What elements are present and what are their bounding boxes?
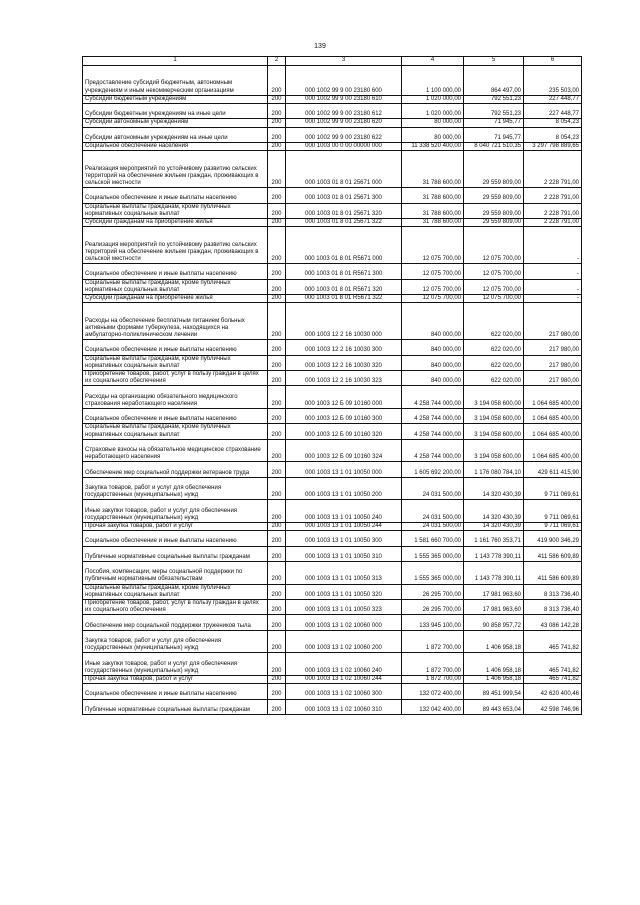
table-row [83,127,582,142]
row-code-cell: 000 1003 13 1 02 10060 200 [286,630,402,653]
row-name-cell: Приобретение товаров, работ, услуг в пользу граждан в целях их социального обеспечения [83,599,268,614]
row-remaining-cell: 42 620 400,46 [524,684,582,699]
row-remaining-cell: 429 611 415,90 [524,462,582,477]
row-executed-cell: 1 406 958,18 [464,653,524,676]
row-approved-cell: 4 258 744 000,00 [402,386,464,409]
row-executed-cell: 89 443 653,04 [464,699,524,714]
row-name-cell: Закупка товаров, работ и услуг для обеспечения государственных (муниципальных) нужд [83,477,268,500]
row-remaining-cell: 3 297 798 889,65 [524,142,582,150]
row-remaining-cell: 43 086 142,28 [524,615,582,630]
row-executed-cell: 1 161 760 353,71 [464,531,524,546]
column-header: 3 [286,57,402,66]
row-column2-cell: 200 [268,370,286,385]
row-name-cell: Публичные нормативные социальные выплаты гражданам [83,546,268,561]
row-executed-cell: 864 497,00 [464,66,524,96]
column-header: 5 [464,57,524,66]
row-approved-cell: 12 075 700,00 [402,264,464,279]
row-code-cell: 000 1003 12 Б 09 10160 324 [286,439,402,462]
row-column2-cell: 200 [268,218,286,226]
row-executed-cell: 3 194 058 600,00 [464,386,524,409]
column-header: 4 [402,57,464,66]
row-remaining-cell: 465 741,82 [524,675,582,683]
row-name-cell: Социальные выплаты гражданам, кроме публичных нормативных социальных выплат [83,424,268,439]
row-remaining-cell: - [524,227,582,264]
row-remaining-cell: 411 586 609,89 [524,561,582,584]
row-remaining-cell: 1 064 685 400,00 [524,439,582,462]
row-code-cell: 000 1003 13 1 02 10060 310 [286,699,402,714]
row-executed-cell: 29 559 809,00 [464,203,524,218]
row-approved-cell: 1 020 000,00 [402,95,464,103]
row-code-cell: 000 1003 13 1 01 10050 300 [286,531,402,546]
row-name-cell: Социальные выплаты гражданам, кроме публичных нормативных социальных выплат [83,355,268,370]
table-row [83,462,582,477]
row-name-cell: Реализация мероприятий по устойчивому развитию сельских территорий на обеспечение жильем граждан, проживающих в сельской местности [83,151,268,188]
row-remaining-cell: 8 313 736,40 [524,584,582,599]
table-row [83,699,582,714]
budget-execution-table [82,56,582,715]
row-column2-cell: 200 [268,142,286,150]
row-executed-cell: 622 020,00 [464,370,524,385]
row-approved-cell: 840 000,00 [402,340,464,355]
row-column2-cell: 200 [268,546,286,561]
table-row [83,119,582,127]
row-code-cell: 000 1003 13 1 02 10060 240 [286,653,402,676]
row-column2-cell: 200 [268,203,286,218]
row-code-cell: 000 1003 01 8 01 25671 320 [286,203,402,218]
row-remaining-cell: 227 448,77 [524,95,582,103]
row-remaining-cell: 419 900 346,29 [524,531,582,546]
table-row [83,522,582,530]
row-approved-cell: 80 000,00 [402,127,464,142]
row-approved-cell: 1 872 700,00 [402,653,464,676]
row-approved-cell: 132 042 400,00 [402,699,464,714]
row-executed-cell: 17 981 963,60 [464,584,524,599]
row-name-cell: Субсидии автономным учреждениям на иные цели [83,127,268,142]
row-remaining-cell: 2 228 791,00 [524,151,582,188]
column-number-row [83,57,582,66]
row-remaining-cell: 465 741,82 [524,653,582,676]
row-name-cell: Социальное обеспечение и иные выплаты населению [83,264,268,279]
row-executed-cell: 14 320 430,39 [464,477,524,500]
row-name-cell: Приобретение товаров, работ, услуг в пользу граждан в целях их социального обеспечения [83,370,268,385]
row-remaining-cell: 1 064 685 400,00 [524,386,582,409]
row-executed-cell: 1 143 778 390,11 [464,561,524,584]
table-row [83,408,582,423]
row-approved-cell: 1 872 700,00 [402,630,464,653]
row-remaining-cell: 9 711 069,61 [524,477,582,500]
row-name-cell: Пособия, компенсации, меры социальной поддержки по публичным нормативным обязательствам [83,561,268,584]
row-code-cell: 000 1002 99 9 00 23180 622 [286,127,402,142]
row-remaining-cell: 42 598 746,96 [524,699,582,714]
table-row [83,424,582,439]
row-name-cell: Закупка товаров, работ и услуг для обеспечения государственных (муниципальных) нужд [83,630,268,653]
row-code-cell: 000 1003 01 8 01 R5671 322 [286,294,402,302]
row-code-cell: 000 1003 12 2 16 10030 323 [286,370,402,385]
row-approved-cell: 11 338 520 400,00 [402,142,464,150]
row-executed-cell: 29 559 809,00 [464,188,524,203]
row-remaining-cell: 9 711 069,61 [524,522,582,530]
row-column2-cell: 200 [268,584,286,599]
row-column2-cell: 200 [268,462,286,477]
row-approved-cell: 840 000,00 [402,355,464,370]
row-executed-cell: 622 020,00 [464,355,524,370]
row-column2-cell: 200 [268,279,286,294]
row-executed-cell: 622 020,00 [464,303,524,340]
row-approved-cell: 26 295 700,00 [402,584,464,599]
row-executed-cell: 8 040 721 510,35 [464,142,524,150]
table-row [83,561,582,584]
row-column2-cell: 200 [268,408,286,423]
table-row [83,546,582,561]
row-executed-cell: 89 451 999,54 [464,684,524,699]
column-header: 1 [83,57,268,66]
row-executed-cell: 792 551,23 [464,95,524,103]
row-column2-cell: 200 [268,500,286,523]
row-approved-cell: 4 258 744 000,00 [402,439,464,462]
row-column2-cell: 200 [268,599,286,614]
row-approved-cell: 24 031 500,00 [402,522,464,530]
table-row [83,584,582,599]
row-code-cell: 000 1003 00 0 00 00000 000 [286,142,402,150]
table-body [83,66,582,715]
row-column2-cell: 200 [268,684,286,699]
row-code-cell: 000 1003 13 1 01 10050 000 [286,462,402,477]
row-executed-cell: 1 143 778 390,11 [464,546,524,561]
row-name-cell: Социальное обеспечение и иные выплаты населению [83,408,268,423]
table-row [83,500,582,523]
row-column2-cell: 200 [268,104,286,119]
row-column2-cell: 200 [268,127,286,142]
row-code-cell: 000 1003 01 8 01 25671 300 [286,188,402,203]
row-approved-cell: 12 075 700,00 [402,227,464,264]
row-name-cell: Субсидии бюджетным учреждениям [83,95,268,103]
row-approved-cell: 31 788 600,00 [402,188,464,203]
row-executed-cell: 12 075 700,00 [464,294,524,302]
row-column2-cell: 200 [268,424,286,439]
row-remaining-cell: 9 711 069,61 [524,500,582,523]
row-code-cell: 000 1002 99 9 00 23180 612 [286,104,402,119]
row-approved-cell: 132 072 400,00 [402,684,464,699]
row-column2-cell: 200 [268,303,286,340]
row-code-cell: 000 1002 99 9 00 23180 620 [286,119,402,127]
row-code-cell: 000 1003 12 Б 09 10160 300 [286,408,402,423]
row-column2-cell: 200 [268,227,286,264]
table-row [83,386,582,409]
row-column2-cell: 200 [268,561,286,584]
column-header: 6 [524,57,582,66]
row-column2-cell: 200 [268,188,286,203]
row-approved-cell: 1 605 692 200,00 [402,462,464,477]
row-code-cell: 000 1003 13 1 01 10050 310 [286,546,402,561]
row-column2-cell: 200 [268,340,286,355]
row-approved-cell: 1 581 660 700,00 [402,531,464,546]
page-number: 139 [314,43,326,50]
row-remaining-cell: 411 586 609,89 [524,546,582,561]
table-row [83,188,582,203]
row-code-cell: 000 1003 12 2 16 10030 000 [286,303,402,340]
row-remaining-cell: 8 054,23 [524,127,582,142]
row-approved-cell: 31 788 600,00 [402,203,464,218]
row-remaining-cell: 227 448,77 [524,104,582,119]
row-code-cell: 000 1002 99 9 00 23180 600 [286,66,402,96]
row-executed-cell: 71 945,77 [464,127,524,142]
row-column2-cell: 200 [268,95,286,103]
row-remaining-cell: - [524,294,582,302]
row-name-cell: Субсидии автономным учреждениям [83,119,268,127]
row-executed-cell: 3 194 058 600,00 [464,439,524,462]
row-column2-cell: 200 [268,119,286,127]
row-code-cell: 000 1003 01 8 01 25671 000 [286,151,402,188]
row-approved-cell: 4 258 744 000,00 [402,424,464,439]
row-code-cell: 000 1003 01 8 01 R5671 300 [286,264,402,279]
row-column2-cell: 200 [268,522,286,530]
row-executed-cell: 29 559 809,00 [464,218,524,226]
table-row [83,294,582,302]
row-remaining-cell: 235 503,00 [524,66,582,96]
table-row [83,355,582,370]
row-approved-cell: 4 258 744 000,00 [402,408,464,423]
row-code-cell: 000 1003 01 8 01 R5671 320 [286,279,402,294]
row-approved-cell: 24 031 500,00 [402,500,464,523]
row-name-cell: Социальное обеспечение и иные выплаты населению [83,684,268,699]
table-row [83,227,582,264]
row-column2-cell: 200 [268,66,286,96]
row-remaining-cell: 217 980,00 [524,355,582,370]
row-code-cell: 000 1003 01 8 01 25671 322 [286,218,402,226]
row-approved-cell: 840 000,00 [402,303,464,340]
row-column2-cell: 200 [268,653,286,676]
row-executed-cell: 792 551,23 [464,104,524,119]
row-remaining-cell: 1 064 685 400,00 [524,424,582,439]
row-remaining-cell: 8 054,23 [524,119,582,127]
row-code-cell: 000 1003 13 1 01 10050 200 [286,477,402,500]
row-code-cell: 000 1003 13 1 01 10050 320 [286,584,402,599]
row-executed-cell: 3 194 058 600,00 [464,408,524,423]
row-approved-cell: 12 075 700,00 [402,294,464,302]
row-name-cell: Иные закупки товаров, работ и услуг для обеспечения государственных (муниципальных) нужд [83,500,268,523]
row-name-cell: Социальные выплаты гражданам, кроме публичных нормативных социальных выплат [83,584,268,599]
row-approved-cell: 133 945 100,00 [402,615,464,630]
row-column2-cell: 200 [268,151,286,188]
row-executed-cell: 1 406 958,18 [464,630,524,653]
row-code-cell: 000 1003 12 2 16 10030 300 [286,340,402,355]
row-approved-cell: 80 000,00 [402,119,464,127]
row-remaining-cell: 217 980,00 [524,303,582,340]
row-column2-cell: 200 [268,355,286,370]
row-name-cell: Социальное обеспечение и иные выплаты населению [83,340,268,355]
row-column2-cell: 200 [268,630,286,653]
table-row [83,95,582,103]
row-name-cell: Прочая закупка товаров, работ и услуг [83,675,268,683]
table-row [83,203,582,218]
row-code-cell: 000 1003 13 1 02 10060 244 [286,675,402,683]
row-executed-cell: 71 945,77 [464,119,524,127]
row-approved-cell: 24 031 500,00 [402,477,464,500]
row-name-cell: Субсидии бюджетным учреждениям на иные цели [83,104,268,119]
row-executed-cell: 14 320 430,39 [464,500,524,523]
table-row [83,477,582,500]
row-remaining-cell: 1 064 685 400,00 [524,408,582,423]
row-code-cell: 000 1003 13 1 01 10050 240 [286,500,402,523]
row-name-cell: Предоставление субсидий бюджетным, автономным учреждениям и иным некоммерческим организациям [83,66,268,96]
row-approved-cell: 1 555 365 000,00 [402,546,464,561]
row-column2-cell: 200 [268,264,286,279]
row-name-cell: Обеспечение мер социальной поддержки тружеников тыла [83,615,268,630]
row-remaining-cell: - [524,279,582,294]
row-name-cell: Публичные нормативные социальные выплаты гражданам [83,699,268,714]
row-remaining-cell: - [524,264,582,279]
row-code-cell: 000 1002 99 9 00 23180 610 [286,95,402,103]
row-name-cell: Социальное обеспечение и иные выплаты населению [83,188,268,203]
table-row [83,142,582,150]
row-remaining-cell: 8 313 736,40 [524,599,582,614]
row-remaining-cell: 2 228 791,00 [524,203,582,218]
table-row [83,684,582,699]
table-row [83,630,582,653]
row-approved-cell: 31 788 600,00 [402,218,464,226]
row-approved-cell: 1 100 000,00 [402,66,464,96]
row-name-cell: Обеспечение мер социальной поддержки ветеранов труда [83,462,268,477]
row-approved-cell: 1 872 700,00 [402,675,464,683]
row-column2-cell: 200 [268,386,286,409]
row-code-cell: 000 1003 12 Б 09 10160 320 [286,424,402,439]
row-approved-cell: 31 788 600,00 [402,151,464,188]
row-executed-cell: 12 075 700,00 [464,264,524,279]
column-header: 2 [268,57,286,66]
row-executed-cell: 12 075 700,00 [464,227,524,264]
table-row [83,104,582,119]
row-approved-cell: 12 075 700,00 [402,279,464,294]
row-column2-cell: 200 [268,477,286,500]
row-code-cell: 000 1003 13 1 02 10060 000 [286,615,402,630]
row-executed-cell: 1 406 958,18 [464,675,524,683]
row-code-cell: 000 1003 01 8 01 R5671 000 [286,227,402,264]
row-remaining-cell: 465 741,82 [524,630,582,653]
table-row [83,531,582,546]
row-executed-cell: 17 981 963,60 [464,599,524,614]
row-name-cell: Расходы на организацию обязательного медицинского страхования неработающего населения [83,386,268,409]
table-row [83,279,582,294]
row-name-cell: Страховые взносы на обязательное медицинское страхование неработающего населения [83,439,268,462]
row-code-cell: 000 1003 12 Б 09 10160 000 [286,386,402,409]
row-name-cell: Социальное обеспечение и иные выплаты населению [83,531,268,546]
row-remaining-cell: 2 228 791,00 [524,218,582,226]
row-column2-cell: 200 [268,531,286,546]
row-approved-cell: 840 000,00 [402,370,464,385]
row-remaining-cell: 217 980,00 [524,340,582,355]
row-executed-cell: 1 176 080 784,10 [464,462,524,477]
table-row [83,370,582,385]
table-row [83,599,582,614]
row-code-cell: 000 1003 13 1 01 10050 244 [286,522,402,530]
row-column2-cell: 200 [268,699,286,714]
row-code-cell: 000 1003 13 1 01 10050 323 [286,599,402,614]
table-row [83,675,582,683]
table-row [83,151,582,188]
row-name-cell: Расходы на обеспечение бесплатным питанием больных активными формами туберкулеза, находящихся на амбулаторно-поликлиническом лечении [83,303,268,340]
table-row [83,218,582,226]
row-name-cell: Реализация мероприятий по устойчивому развитию сельских территорий на обеспечение жильем граждан, проживающих в сельской местности [83,227,268,264]
row-executed-cell: 3 194 058 600,00 [464,424,524,439]
table-row [83,439,582,462]
row-executed-cell: 12 075 700,00 [464,279,524,294]
row-name-cell: Субсидии гражданам на приобретение жилья [83,294,268,302]
row-name-cell: Социальные выплаты гражданам, кроме публичных нормативных социальных выплат [83,279,268,294]
row-executed-cell: 90 858 957,72 [464,615,524,630]
row-code-cell: 000 1003 13 1 01 10050 313 [286,561,402,584]
table-row [83,303,582,340]
row-name-cell: Субсидии гражданам на приобретение жилья [83,218,268,226]
row-executed-cell: 29 559 809,00 [464,151,524,188]
row-remaining-cell: 217 980,00 [524,370,582,385]
table-row [83,66,582,96]
row-code-cell: 000 1003 13 1 02 10060 300 [286,684,402,699]
table-row [83,340,582,355]
row-executed-cell: 622 020,00 [464,340,524,355]
row-name-cell: Социальные выплаты гражданам, кроме публичных нормативных социальных выплат [83,203,268,218]
row-name-cell: Прочая закупка товаров, работ и услуг [83,522,268,530]
row-approved-cell: 26 295 700,00 [402,599,464,614]
row-column2-cell: 200 [268,675,286,683]
row-column2-cell: 200 [268,294,286,302]
row-approved-cell: 1 020 000,00 [402,104,464,119]
row-executed-cell: 14 320 430,39 [464,522,524,530]
row-name-cell: Иные закупки товаров, работ и услуг для обеспечения государственных (муниципальных) нужд [83,653,268,676]
row-column2-cell: 200 [268,615,286,630]
table-row [83,615,582,630]
row-approved-cell: 1 555 365 000,00 [402,561,464,584]
row-remaining-cell: 2 228 791,00 [524,188,582,203]
table-row [83,264,582,279]
row-name-cell: Социальное обеспечение населения [83,142,268,150]
row-code-cell: 000 1003 12 2 16 10030 320 [286,355,402,370]
row-column2-cell: 200 [268,439,286,462]
table-row [83,653,582,676]
